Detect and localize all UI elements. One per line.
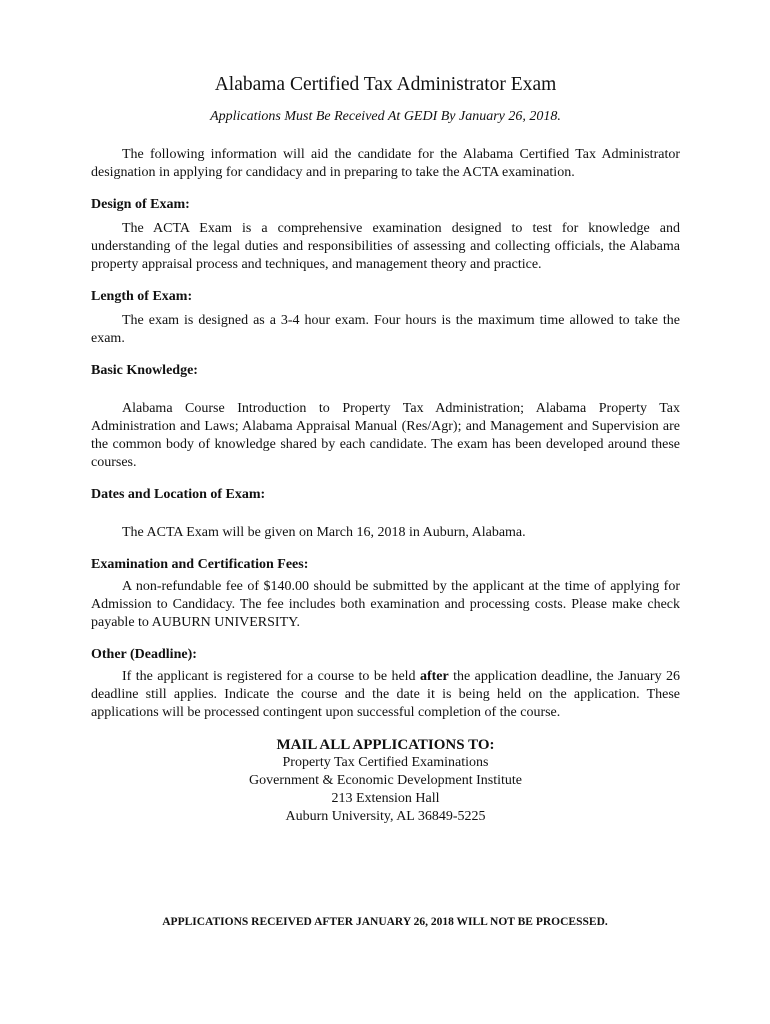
mail-line-4: Auburn University, AL 36849-5225 [285,809,486,824]
mail-line-1: Property Tax Certified Examinations [282,755,489,770]
length-heading: Length of Exam: [91,289,193,304]
other-text-emphasis: after [419,669,449,684]
dates-heading: Dates and Location of Exam: [91,487,266,502]
mail-title: MAIL ALL APPLICATIONS TO: [276,737,495,753]
length-paragraph: The exam is designed as a 3-4 hour exam. Four hours is the maximum time allowed to take the exam. [91,313,680,346]
mailing-address-block [91,736,680,826]
page-title: Alabama Certified Tax Administrator Exam [214,74,557,95]
intro-paragraph: The following information will aid the candidate for the Alabama Certified Tax Administrator designation in applying for candidacy and in preparing to take the ACTA examination. [91,147,680,180]
mail-line-2: Government & Economic Development Institute [249,773,522,788]
knowledge-paragraph: Alabama Course Introduction to Property Tax Administration; Alabama Property Tax Administration and Laws; Alabama Appraisal Manual (Res/Agr); and Management and Supervision are the common body of knowledge shared by each candidate. The exam has been developed around these courses. [91,401,680,470]
fees-heading: Examination and Certification Fees: [91,557,309,572]
dates-paragraph: The ACTA Exam will be given on March 16, 2018 in Auburn, Alabama. [122,525,526,540]
design-paragraph: The ACTA Exam is a comprehensive examination designed to test for knowledge and understanding of the legal duties and responsibilities of assessing and collecting officials, the Alabama property appraisal process and techniques, and management theory and practice. [91,221,680,272]
knowledge-heading: Basic Knowledge: [91,363,198,378]
fees-paragraph: A non-refundable fee of $140.00 should be submitted by the applicant at the time of applying for Admission to Candidacy. The fee includes both examination and processing costs. Please make check payable to AUBURN UNIVERSITY. [91,579,680,630]
other-paragraph [91,668,680,722]
other-heading: Other (Deadline): [91,647,197,662]
document-page [91,72,680,826]
page-subtitle: Applications Must Be Received At GEDI By January 26, 2018. [210,109,561,124]
other-text-before: If the applicant is registered for a course to be held [122,669,420,684]
mail-line-3: 213 Extension Hall [331,791,440,806]
other-text-after: the application deadline, the January 26 deadline still applies. Indicate the course and the date it is being held on the application. These applications will be processed contingent upon successful completion of the course. [91,669,680,720]
design-heading: Design of Exam: [91,197,190,212]
deadline-notice: APPLICATIONS RECEIVED AFTER JANUARY 26, 2018 WILL NOT BE PROCESSED. [162,916,608,928]
